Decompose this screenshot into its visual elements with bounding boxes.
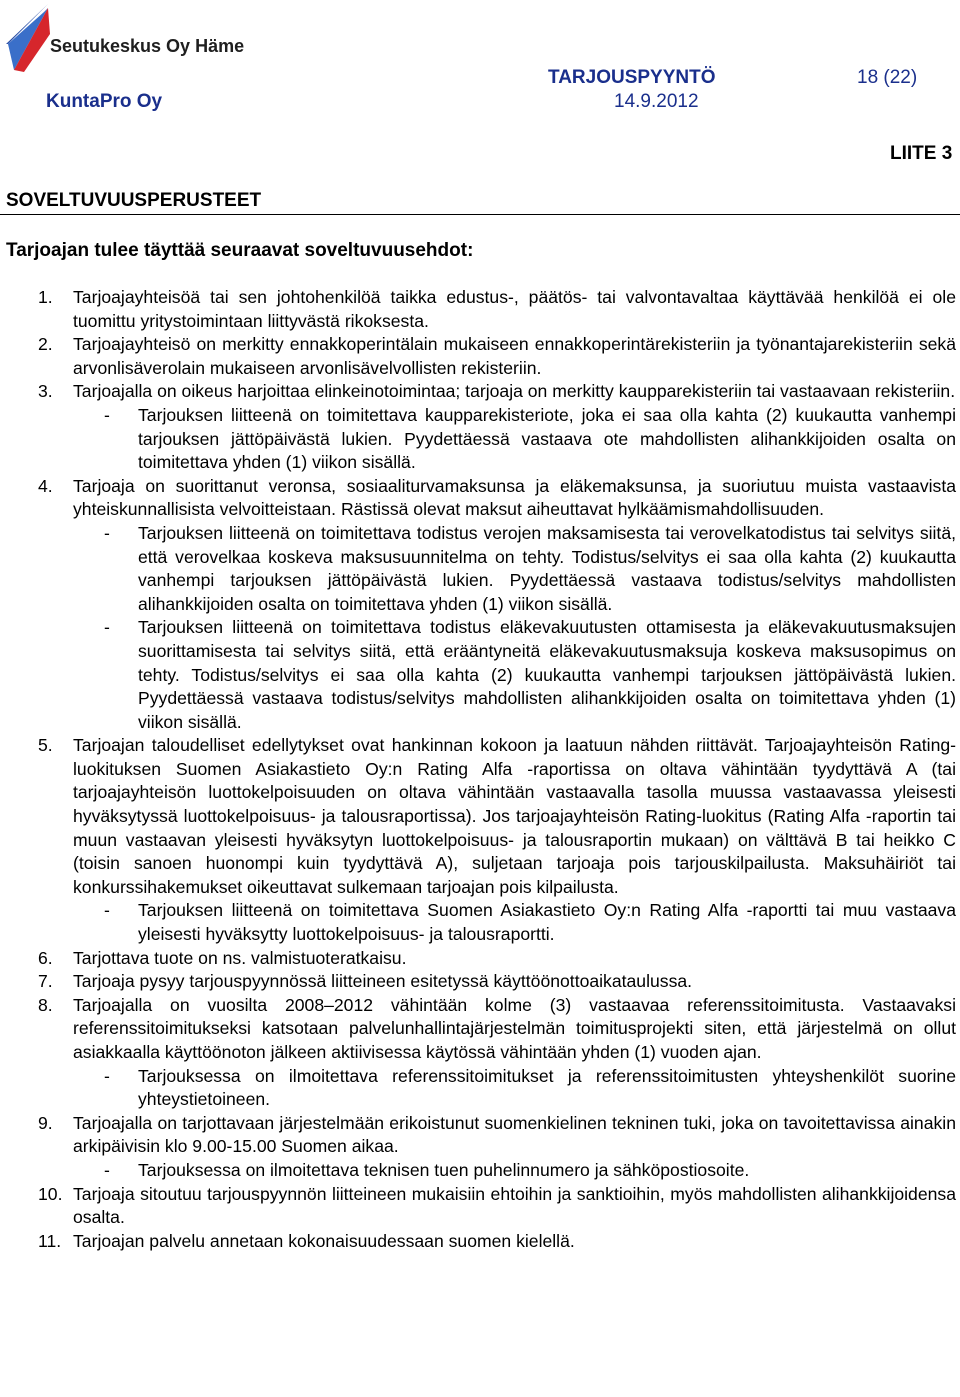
dash-bullet: - [104, 404, 110, 425]
list-item [0, 1112, 960, 1159]
intro-text: Tarjoajan tulee täyttää seuraavat soveltuvuusehdot: [6, 240, 474, 261]
sub-item-text: Tarjouksessa on ilmoitettava referenssitoimitukset ja referenssitoimitusten yhteyshenkilöt suorine yhteystietoineen. [138, 1065, 956, 1110]
dash-bullet: - [104, 522, 110, 543]
list-item [0, 947, 960, 971]
page-number: 18 (22) [857, 67, 918, 88]
company-logo [4, 4, 254, 74]
company-name: KuntaPro Oy [46, 91, 163, 112]
attachment-label: LIITE 3 [890, 143, 953, 164]
list-item [0, 286, 960, 333]
list-item-number: 8. [38, 994, 53, 1015]
list-item-text: Tarjoaja pysyy tarjouspyynnössä liitteineen esitetyssä käyttöönottoaikataulussa. [73, 971, 693, 992]
list-item-text: Tarjoajalla on tarjottavaan järjestelmään erikoistunut suomenkielinen tekninen tuki, joka on tavoitettavissa ainakin arkipäivisin klo 9.00-15.00 Suomen aikaa. [73, 1112, 956, 1157]
list-item [0, 734, 960, 899]
list-item [0, 380, 960, 404]
list-item [0, 1230, 960, 1254]
sub-item-text: Tarjouksen liitteenä on toimitettava kaupparekisteriote, joka ei saa olla kahta (2) kuukautta vanhempi tarjouksen jättöpäivästä lukien. Pyydettäessä vastaava ote mahdollisten alihankkijoiden osalta on toimitettava yhden (1) viikon sisällä. [138, 404, 956, 473]
list-item-text: Tarjottava tuote on ns. valmistuoteratkaisu. [73, 947, 407, 968]
dash-bullet: - [104, 900, 110, 921]
list-item-text: Tarjoaja on suorittanut veronsa, sosiaaliturvamaksunsa ja eläkemaksunsa, ja suoriutuu muista vastaavista yhteiskunnallisista velvoitteistaan. Rästissä olevat maksut aiheuttavat hylkäämismahdollisuuden. [73, 475, 956, 520]
list-item [0, 970, 960, 994]
sub-item [0, 404, 960, 475]
divider [0, 214, 960, 215]
section-title: SOVELTUVUUSPERUSTEET [6, 190, 262, 211]
list-item-number: 1. [38, 287, 53, 307]
sub-item [0, 522, 960, 616]
list-item [0, 1183, 960, 1230]
sub-item-text: Tarjouksessa on ilmoitettava teknisen tuen puhelinnumero ja sähköpostiosoite. [138, 1159, 750, 1180]
logo-text: Seutukeskus Oy Häme [50, 36, 245, 56]
list-item-number: 11. [38, 1230, 62, 1251]
list-item-text: Tarjoajalla on vuosilta 2008–2012 vähintään kolme (3) vastaavaa referenssitoimitusta. Vastaavaksi referenssitoimitukseksi katsotaan palvelunhallintajärjestelmän toimitusprojekti siten, että järjestelmä on ollut asiakkaalla käyttöönoton jälkeen aktiivisessa käytössä vähintään yhden (1) vuoden ajan. [73, 994, 956, 1062]
sub-item [0, 1159, 960, 1183]
list-item-number: 5. [38, 735, 53, 756]
sub-item-text: Tarjouksen liitteenä on toimitettava todistus verojen maksamisesta tai verovelkatodistus tai selvitys siitä, että verovelkaa koskeva maksusuunnitelma on tehty. Todistus/selvitys ei saa olla kahta (2) kuukautta vanhempi tarjouksen jättöpäivästä lukien. Pyydettäessä vastaava todistus/selvitys mahdollisten alihankkijoiden osalta on toimitettava yhden (1) viikon sisällä. [138, 522, 956, 614]
sub-item-text: Tarjouksen liitteenä on toimitettava Suomen Asiakastieto Oy:n Rating Alfa -raportti tai muu vastaava yleisesti hyväksytty luottokelpoisuus- ja talousraportti. [138, 900, 956, 945]
dash-bullet: - [104, 1065, 110, 1086]
list-item-text: Tarjoajayhteisö on merkitty ennakkoperintälain mukaiseen ennakkoperintärekisteriin ja työnantajarekisteriin sekä arvonlisäverolain mukaiseen arvonlisävelvollisten rekisteriin. [73, 334, 956, 378]
list-item-number: 2. [38, 334, 53, 355]
sub-item [0, 1065, 960, 1112]
dash-bullet: - [104, 617, 110, 638]
list-item-text: Tarjoajalla on oikeus harjoittaa elinkeinotoimintaa; tarjoaja on merkitty kaupparekisteriin tai vastaavaan rekisteriin. [73, 381, 956, 402]
criteria-list [0, 286, 960, 1253]
list-item-number: 9. [38, 1112, 53, 1133]
sub-item [0, 616, 960, 734]
list-item-text: Tarjoajan palvelu annetaan kokonaisuudessaan suomen kielellä. [73, 1230, 575, 1251]
document-date: 14.9.2012 [614, 91, 699, 112]
list-item [0, 475, 960, 522]
list-item-number: 6. [38, 947, 53, 968]
dash-bullet: - [104, 1159, 110, 1180]
list-item-number: 3. [38, 381, 53, 402]
sub-item-text: Tarjouksen liitteenä on toimitettava todistus eläkevakuutusten ottamisesta ja eläkevakuutusmaksujen suorittamisesta tai selvitys siitä, että erääntyneitä eläkevakuutusmaksuja koskeva maksusopimus on tehty. Todistus/selvitys ei saa olla kahta (2) kuukautta vanhempi tarjouksen jättöpäivästä lukien. Pyydettäessä vastaava todistus/selvitys mahdollisten alihankkijoiden osalta on toimitettava yhden (1) viikon sisällä. [138, 617, 956, 732]
list-item [0, 994, 960, 1065]
logo-mark-icon [4, 4, 52, 74]
list-item-text: Tarjoajayhteisöä tai sen johtohenkilöä taikka edustus-, päätös- tai valvontavaltaa käyttävää henkilöä ei ole tuomittu yritystoimintaan liittyvästä rikoksesta. [73, 287, 956, 331]
document-type: TARJOUSPYYNTÖ [548, 67, 716, 88]
list-item-number: 10. [38, 1183, 63, 1204]
list-item-number: 7. [38, 971, 53, 992]
list-item-number: 4. [38, 475, 53, 496]
list-item-text: Tarjoajan taloudelliset edellytykset ovat hankinnan kokoon ja laatuun nähden riittävät. Tarjoajayhteisön Rating-luokituksen Suomen Asiakastieto Oy:n Rating Alfa -raportissa on oltava vähintään tyydyttävä A (tai tarjoajayhteisön luottokelpoisuuden on oltava vähintään vastaavalla tasolla muussa vastaavassa yleisesti hyväksytyssä luottokelpoisuus- ja talousraportissa). Jos tarjoajayhteisön Rating-luokitus (Rating Alfa -raportin tai muun vastaavan yleisesti hyväksytyn luottokelpoisuus- ja talousraportin mukaan) on välttävä B tai heikko C (toisin sanoen huonompi kuin tyydyttävä A), suljetaan tarjoaja pois tarjouskilpailusta. Maksuhäiriöt tai konkurssihakemukset oikeuttavat sulkemaan tarjoajan pois kilpailusta. [73, 735, 956, 897]
sub-item [0, 899, 960, 946]
list-item [0, 333, 960, 380]
list-item-text: Tarjoaja sitoutuu tarjouspyynnön liitteineen mukaisiin ehtoihin ja sanktioihin, myös mahdollisten alihankkijoidensa osalta. [73, 1183, 956, 1228]
